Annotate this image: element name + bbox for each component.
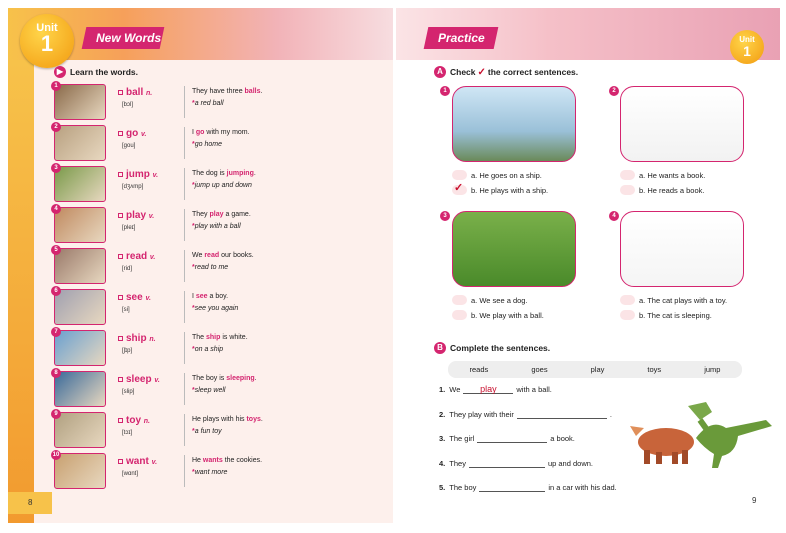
example-phrase: [192, 182, 252, 189]
example-pre: They: [192, 211, 210, 218]
example-phrase: [192, 100, 224, 107]
word-number: 10: [52, 452, 60, 458]
example-phrase-text: play with a ball: [194, 223, 241, 230]
checkbox[interactable]: [620, 295, 635, 305]
sentence-number: 3.: [439, 434, 446, 443]
vocab-word: [118, 374, 160, 385]
word-number: 1: [51, 81, 61, 91]
example-phrase: [192, 469, 227, 476]
word-row: [54, 166, 384, 203]
pronunciation: [tɔɪ]: [122, 430, 133, 436]
star-icon: *: [192, 141, 195, 148]
dinosaur-toys-image: [626, 398, 776, 470]
example-highlight: play: [209, 211, 224, 218]
part-of-speech: n.: [143, 418, 151, 425]
word-number: 5: [51, 245, 61, 255]
sentence-start: The boy: [449, 483, 477, 492]
word-number: 9: [51, 409, 61, 419]
word-row: [54, 371, 384, 408]
vocab-word: [118, 87, 152, 98]
word-number: 8: [51, 368, 61, 378]
star-icon: *: [192, 469, 195, 476]
star-icon: *: [192, 387, 195, 394]
vocab-word-text: ball: [126, 87, 144, 98]
checkbox[interactable]: [620, 310, 635, 320]
sentence: [439, 433, 575, 443]
example-highlight: wants: [202, 457, 223, 464]
example-post: is white.: [220, 334, 248, 341]
word-photo: [54, 84, 106, 120]
answer-option[interactable]: [452, 170, 542, 180]
instruction-heading: [54, 66, 138, 78]
example-pre: We: [192, 252, 205, 259]
example-phrase-text: sleep well: [194, 387, 226, 394]
example-sentence: [192, 375, 257, 382]
answer-option[interactable]: [620, 185, 704, 195]
word-bank: [448, 361, 742, 378]
checkbox-icon[interactable]: [118, 131, 123, 136]
checkbox-icon[interactable]: [118, 172, 123, 177]
item-number: 2: [609, 86, 619, 96]
divider: [184, 250, 185, 282]
example-highlight: balls: [244, 88, 261, 95]
answer-option[interactable]: [452, 182, 549, 195]
vocab-word: [118, 128, 146, 139]
example-sentence: [192, 293, 228, 300]
divider: [184, 373, 185, 405]
example-sentence: [192, 129, 250, 136]
part-a-instruction-end: the correct sentences.: [487, 67, 579, 77]
example-highlight: see: [195, 293, 208, 300]
checkbox[interactable]: [452, 170, 467, 180]
sentence: [439, 384, 552, 394]
sentence-number: 2.: [439, 409, 446, 419]
divider: [184, 168, 185, 200]
vocab-word-text: sleep: [126, 374, 152, 385]
checkbox-icon[interactable]: [118, 418, 123, 423]
practice-photo: [620, 86, 744, 162]
section-title-text: New Words: [96, 31, 162, 45]
option-text: b. We play with a ball.: [471, 310, 544, 320]
word-photo: [54, 289, 106, 325]
example-pre: He: [192, 457, 203, 464]
word-photo: [54, 371, 106, 407]
sentence-start: They: [449, 458, 466, 468]
star-icon: *: [192, 223, 195, 230]
checkbox[interactable]: [620, 170, 635, 180]
part-a-letter: A: [434, 66, 446, 78]
checkbox[interactable]: [452, 295, 467, 305]
checkbox-icon[interactable]: [118, 459, 123, 464]
part-of-speech: v.: [151, 459, 158, 466]
part-a-heading: [434, 66, 578, 78]
answer-blank[interactable]: play: [463, 384, 513, 394]
unit-number: 1: [743, 43, 751, 59]
word-row: [54, 330, 384, 367]
unit-badge: [20, 14, 74, 68]
part-b-instruction: Complete the sentences.: [450, 343, 551, 353]
vocab-word-text: see: [126, 292, 143, 303]
example-post: a game.: [223, 211, 251, 218]
example-highlight: go: [195, 129, 205, 136]
example-phrase-text: a fun toy: [194, 428, 222, 435]
pronunciation: [bɔl]: [122, 102, 134, 108]
example-pre: I: [192, 293, 196, 300]
sentence: [439, 482, 617, 492]
example-phrase-text: read to me: [194, 264, 229, 271]
vocab-word-text: ship: [126, 333, 147, 344]
option-text: a. The cat plays with a toy.: [639, 295, 728, 305]
word-bank-item: toys: [647, 365, 662, 374]
answer-blank[interactable]: [517, 409, 607, 419]
part-of-speech: n.: [146, 90, 153, 97]
sentence: [439, 409, 612, 419]
answer-option[interactable]: [620, 170, 705, 180]
play-icon: ▶: [54, 66, 66, 78]
divider: [184, 86, 185, 118]
word-row: [54, 207, 384, 244]
checkbox-icon[interactable]: [118, 254, 123, 259]
word-number: 2: [51, 122, 61, 132]
vocab-word: [118, 169, 158, 180]
option-text: a. We see a dog.: [471, 295, 528, 305]
word-photo: [54, 207, 106, 243]
pronunciation: [slip]: [122, 389, 135, 395]
example-pre: They have three: [192, 88, 245, 95]
example-pre: He plays with his: [192, 416, 247, 423]
example-post: our books.: [219, 252, 254, 259]
example-phrase: [192, 428, 222, 435]
pronunciation: [si]: [122, 307, 130, 313]
sentence-start: They play with their: [449, 409, 514, 419]
item-number: 4: [609, 211, 619, 221]
section-title-practice: [424, 27, 499, 49]
example-pre: The dog is: [192, 170, 227, 177]
part-b-heading: [434, 342, 550, 354]
example-phrase: [192, 305, 238, 312]
example-phrase-text: see you again: [194, 305, 239, 312]
section-title-text: Practice: [438, 31, 485, 45]
sentence-number: 1.: [439, 385, 446, 394]
vocab-word: [118, 333, 156, 344]
divider: [184, 127, 185, 159]
page-number-right: 9: [752, 496, 757, 505]
example-phrase: [192, 141, 222, 148]
example-post: .: [260, 416, 263, 423]
sentence-end: up and down.: [547, 458, 593, 468]
item-number: 3: [440, 211, 450, 221]
checkbox-icon[interactable]: [118, 90, 123, 95]
sentence-number: 5.: [439, 483, 446, 492]
answer-blank[interactable]: [469, 458, 545, 468]
sentence: [439, 458, 593, 468]
star-icon: *: [192, 346, 195, 353]
star-icon: *: [192, 305, 195, 312]
word-number: 7: [51, 327, 61, 337]
example-highlight: sleeping: [226, 375, 255, 382]
vocab-word: [118, 292, 151, 303]
word-number: 4: [51, 204, 61, 214]
word-bank-item: jump: [704, 365, 721, 374]
word-row: [54, 289, 384, 326]
star-icon: *: [192, 264, 195, 271]
answer-option[interactable]: [620, 295, 727, 305]
page-number-left: 8: [8, 492, 52, 514]
example-sentence: [192, 334, 248, 341]
part-of-speech: v.: [145, 295, 151, 302]
section-title-new-words: [82, 27, 165, 49]
star-icon: *: [192, 100, 195, 107]
example-post: .: [254, 375, 257, 382]
option-text: b. He plays with a ship.: [471, 185, 549, 195]
vocab-word-text: want: [126, 456, 149, 467]
word-photo: [54, 412, 106, 448]
example-phrase: [192, 346, 223, 353]
example-sentence: [192, 416, 263, 423]
check-mark-icon: ✓: [477, 66, 486, 78]
unit-label: Unit: [36, 22, 58, 34]
example-phrase: [192, 387, 225, 394]
pronunciation: [gou]: [122, 143, 136, 149]
checkbox[interactable]: [452, 310, 467, 320]
pronunciation: [pleɪ]: [122, 225, 136, 231]
example-post: the cookies.: [222, 457, 263, 464]
part-of-speech: v.: [148, 213, 155, 220]
example-phrase-text: go home: [194, 141, 222, 148]
check-mark-icon: ✓: [454, 182, 464, 194]
part-of-speech: v.: [152, 172, 159, 179]
example-post: .: [253, 170, 256, 177]
vocab-word-text: play: [126, 210, 147, 221]
sentence-end: with a ball.: [516, 385, 552, 394]
word-photo: [54, 248, 106, 284]
example-pre: I: [192, 129, 196, 136]
example-highlight: ship: [206, 334, 221, 341]
left-side-stripe: [8, 60, 34, 523]
example-sentence: [192, 88, 262, 95]
divider: [184, 455, 185, 487]
sentence-start: The girl: [449, 434, 475, 443]
part-b-letter: B: [434, 342, 446, 354]
triceratops-toy: [630, 426, 694, 464]
option-text: a. He goes on a ship.: [471, 170, 542, 180]
sentence-end: .: [609, 409, 612, 419]
word-photo: [54, 125, 106, 161]
vocab-word-text: go: [126, 128, 139, 139]
word-number: 6: [51, 286, 61, 296]
unit-badge-right: [730, 30, 764, 64]
word-bank-item: goes: [531, 365, 548, 374]
example-phrase-text: on a ship: [194, 346, 224, 353]
option-text: b. He reads a book.: [639, 185, 705, 195]
pronunciation: [rid]: [122, 266, 133, 272]
divider: [184, 291, 185, 323]
example-post: with my mom.: [204, 129, 250, 136]
checkbox[interactable]: [452, 182, 467, 195]
answer-blank[interactable]: [479, 482, 545, 492]
answer-option[interactable]: [620, 310, 712, 320]
sentence-start: We: [449, 385, 461, 394]
example-phrase-text: jump up and down: [194, 182, 252, 189]
unit-label: Unit: [739, 35, 755, 44]
word-photo: [54, 453, 106, 489]
part-of-speech: n.: [149, 336, 156, 343]
word-number: 3: [51, 163, 61, 173]
example-phrase: [192, 223, 241, 230]
part-of-speech: v.: [141, 131, 147, 138]
word-bank-item: reads: [469, 365, 489, 374]
divider: [184, 209, 185, 241]
t-rex-toy: [688, 402, 772, 468]
example-sentence: [192, 252, 254, 259]
example-pre: The: [192, 334, 207, 341]
instruction-text: Learn the words.: [70, 67, 139, 77]
unit-number: 1: [40, 31, 54, 56]
example-sentence: [192, 211, 251, 218]
part-of-speech: v.: [149, 254, 156, 261]
vocab-word: [118, 456, 157, 467]
pronunciation: [wɑnt]: [122, 471, 139, 477]
example-highlight: read: [204, 252, 220, 259]
practice-photo: [620, 211, 744, 287]
answer-option[interactable]: [452, 295, 528, 305]
vocab-word: [118, 210, 154, 221]
star-icon: *: [192, 182, 195, 189]
vocab-word: [118, 415, 150, 426]
example-post: .: [260, 88, 263, 95]
part-of-speech: v.: [154, 377, 160, 384]
checkbox-icon[interactable]: [118, 213, 123, 218]
checkbox[interactable]: [620, 185, 635, 195]
example-phrase-text: a red ball: [194, 100, 224, 107]
example-phrase-text: want more: [194, 469, 228, 476]
word-row: [54, 412, 384, 449]
pronunciation: [dʒʌmp]: [122, 184, 144, 190]
divider: [184, 414, 185, 446]
answer-option[interactable]: [452, 310, 544, 320]
example-phrase: [192, 264, 228, 271]
example-post: a boy.: [207, 293, 229, 300]
option-text: b. The cat is sleeping.: [639, 310, 712, 320]
vocab-word-text: toy: [126, 415, 141, 426]
sentence-end: a book.: [550, 434, 575, 443]
example-sentence: [192, 170, 256, 177]
checkbox-icon[interactable]: [118, 336, 123, 341]
divider: [184, 332, 185, 364]
answer-blank[interactable]: [477, 433, 547, 443]
star-icon: *: [192, 428, 195, 435]
word-photo: [54, 330, 106, 366]
word-row: [54, 453, 384, 490]
word-row: [54, 125, 384, 162]
example-highlight: toys: [246, 416, 261, 423]
word-row: [54, 248, 384, 285]
practice-photo: [452, 86, 576, 162]
word-photo: [54, 166, 106, 202]
vocab-word: [118, 251, 155, 262]
part-a-instruction: Check: [450, 67, 476, 77]
vocab-word-text: read: [126, 251, 148, 262]
sentence-number: 4.: [439, 458, 446, 468]
sentence-end: in a car with his dad.: [548, 483, 617, 492]
checkbox-icon[interactable]: [118, 377, 123, 382]
practice-photo: [452, 211, 576, 287]
example-pre: The boy is: [192, 375, 227, 382]
example-sentence: [192, 457, 262, 464]
pronunciation: [ʃɪp]: [122, 348, 133, 354]
option-text: a. He wants a book.: [639, 170, 706, 180]
example-highlight: jumping: [226, 170, 254, 177]
item-number: 1: [440, 86, 450, 96]
word-bank-item: play: [590, 365, 605, 374]
checkbox-icon[interactable]: [118, 295, 123, 300]
vocab-word-text: jump: [126, 169, 150, 180]
word-row: [54, 84, 384, 121]
